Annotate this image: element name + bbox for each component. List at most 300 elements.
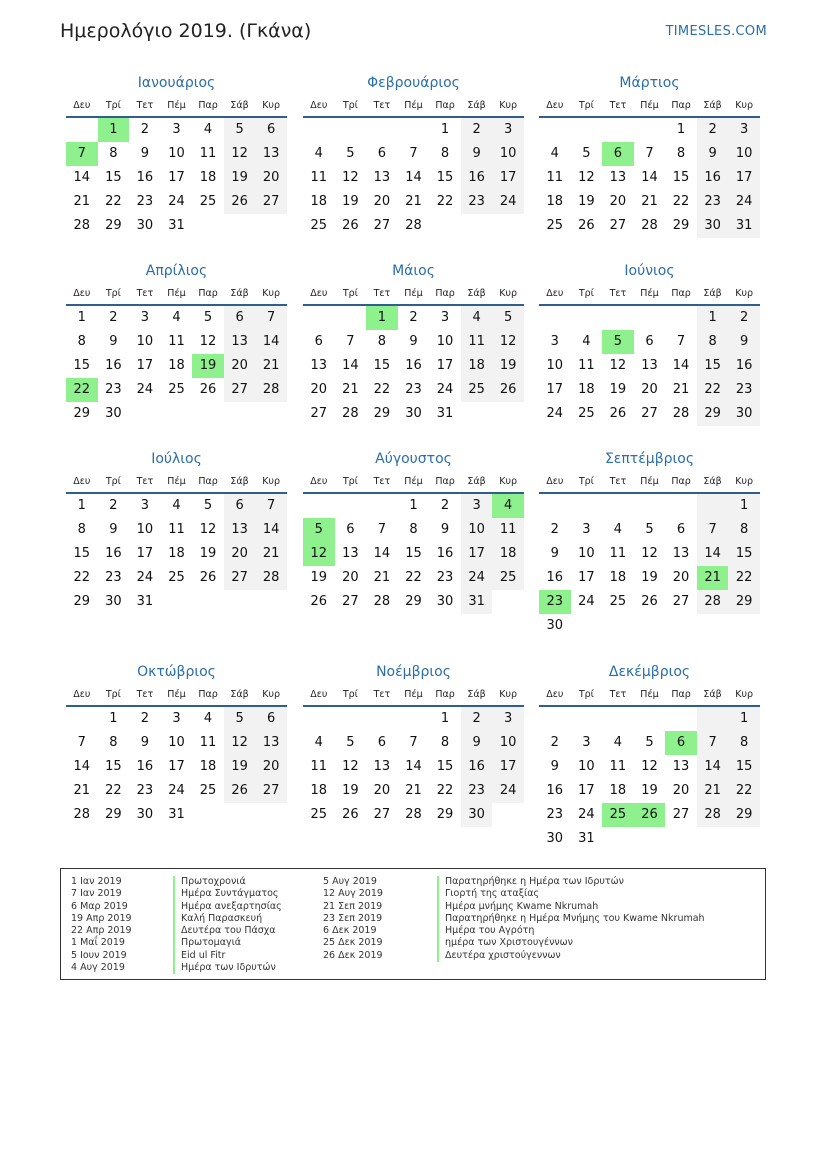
weekday-label: Κυρ: [735, 100, 754, 111]
day-cell: 22: [73, 570, 91, 585]
weekday-label: Κυρ: [262, 100, 281, 111]
day-cell: 12: [578, 170, 595, 185]
weekday-label: Τετ: [609, 689, 627, 700]
day-cell: 23: [461, 779, 493, 803]
day-cell: 25: [310, 807, 328, 822]
day-cell: 10: [578, 546, 595, 561]
day-cell: 17: [461, 542, 493, 566]
day-cell: 15: [697, 354, 729, 378]
day-cell: 20: [224, 542, 256, 566]
weekday-label: Δευ: [73, 288, 91, 299]
day-cell: 2: [461, 118, 493, 142]
day-cell: 1: [440, 711, 450, 726]
day-cell: 14: [405, 759, 422, 774]
weekday-label: Τετ: [373, 476, 391, 487]
weekday-label: Τετ: [373, 100, 391, 111]
day-cell: 25: [578, 406, 595, 421]
day-cell: 2: [697, 118, 729, 142]
legend-entry: Πρωτομαγιά: [173, 937, 282, 949]
day-cell: 11: [310, 759, 328, 774]
day-cell: 29: [436, 807, 454, 822]
day-cell: 18: [609, 570, 627, 585]
day-cell: 8: [77, 522, 86, 537]
day-grid: [66, 494, 287, 614]
day-cell: 4: [613, 735, 623, 750]
day-cell: 21: [405, 194, 422, 209]
day-cell: 30: [546, 618, 564, 633]
legend-entry: 12 Αυγ 2019: [323, 888, 383, 900]
day-cell: 8: [377, 334, 387, 349]
weekday-label: Δευ: [73, 689, 91, 700]
day-cell: 28: [405, 218, 422, 233]
weekday-label: Δευ: [310, 689, 328, 700]
day-cell: 5: [645, 522, 654, 537]
month-name: Ιούνιος: [624, 263, 675, 279]
day-cell: 23: [546, 807, 564, 822]
weekday-label: Παρ: [198, 288, 218, 299]
day-cell: 28: [672, 406, 690, 421]
day-cell: 8: [109, 146, 118, 161]
day-cell: 12: [492, 330, 524, 354]
day-cell: 30: [436, 594, 454, 609]
day-cell: 24: [168, 783, 185, 798]
legend-entry: Δευτέρα χριστούγεννων: [437, 950, 705, 962]
day-cell: 24: [546, 406, 564, 421]
day-cell: 9: [140, 146, 150, 161]
month-calendar: [66, 448, 287, 614]
day-cell: 26: [199, 382, 217, 397]
day-cell: 7: [77, 735, 86, 750]
day-cell: 4: [550, 146, 559, 161]
day-cell: 2: [440, 498, 450, 513]
day-cell: 28: [73, 218, 91, 233]
weekday-header: [303, 96, 524, 118]
day-cell: 2: [140, 711, 150, 726]
day-cell: 22: [105, 194, 122, 209]
day-cell: 6: [377, 146, 387, 161]
day-cell: 13: [255, 731, 287, 755]
day-cell: 15: [405, 546, 422, 561]
day-cell: 6: [255, 118, 287, 142]
weekday-label: Σάβ: [230, 288, 249, 299]
day-cell: 19: [342, 783, 359, 798]
day-cell: 24: [461, 566, 493, 590]
day-cell: 11: [492, 518, 524, 542]
day-cell: 10: [492, 142, 524, 166]
day-cell: 30: [697, 214, 729, 238]
weekday-label: Τρί: [105, 689, 121, 700]
day-cell: 11: [199, 735, 217, 750]
weekday-label: Δευ: [73, 100, 91, 111]
legend-entry: Παρατηρήθηκε η Ημέρα Μνήμης του Kwame Nkrumah: [437, 913, 705, 925]
day-cell: 12: [224, 142, 256, 166]
day-cell: 12: [342, 170, 359, 185]
day-cell: 29: [697, 402, 729, 426]
day-cell: 13: [224, 330, 256, 354]
day-cell: 31: [136, 594, 154, 609]
weekday-label: Παρ: [671, 288, 691, 299]
weekday-label: Παρ: [198, 100, 218, 111]
day-cell: 6: [645, 334, 654, 349]
month-name: Νοέμβριος: [376, 664, 451, 680]
day-cell: 3: [440, 310, 450, 325]
day-cell: 10: [136, 522, 154, 537]
weekday-label: Πέμ: [640, 288, 659, 299]
day-cell: 6: [255, 707, 287, 731]
day-cell: 26: [199, 570, 217, 585]
day-cell: 29: [672, 218, 690, 233]
month-calendar: [303, 72, 524, 238]
day-cell: 12: [641, 759, 658, 774]
day-cell: 1: [728, 494, 760, 518]
day-cell: 17: [168, 170, 185, 185]
day-cell: 16: [728, 354, 760, 378]
day-cell: 25: [310, 218, 328, 233]
day-cell: 21: [641, 194, 658, 209]
day-cell: 9: [550, 759, 559, 774]
day-cell: 13: [342, 546, 359, 561]
day-cell: 8: [697, 330, 729, 354]
day-cell: 14: [373, 546, 391, 561]
day-cell: 18: [310, 194, 328, 209]
day-cell: 23: [136, 783, 154, 798]
empty-cell: [634, 707, 666, 731]
weekday-label: Τρί: [105, 100, 121, 111]
day-cell: 29: [105, 807, 122, 822]
day-cell: 20: [373, 194, 391, 209]
legend-names-col1: [173, 876, 282, 974]
day-cell: 8: [440, 146, 450, 161]
legend-names-col2: [437, 876, 705, 962]
day-cell: 2: [550, 735, 559, 750]
day-cell: 9: [409, 334, 418, 349]
day-cell: 23: [461, 190, 493, 214]
day-cell: 10: [136, 334, 154, 349]
weekday-label: Πέμ: [167, 100, 186, 111]
weekday-label: Παρ: [435, 476, 455, 487]
weekday-label: Σάβ: [703, 100, 722, 111]
day-cell: 31: [436, 406, 454, 421]
day-cell: 17: [492, 755, 524, 779]
day-cell: 20: [373, 783, 391, 798]
day-cell: 24: [728, 190, 760, 214]
day-cell: 12: [224, 731, 256, 755]
weekday-label: Τετ: [136, 100, 154, 111]
empty-cell: [571, 306, 603, 330]
day-cell: 21: [405, 783, 422, 798]
day-cell: 30: [728, 402, 760, 426]
month-calendar: [303, 260, 524, 426]
weekday-label: Τρί: [342, 100, 358, 111]
day-cell: 22: [436, 783, 454, 798]
day-cell: 14: [697, 755, 729, 779]
day-cell: 17: [578, 783, 595, 798]
legend-entry: Παρατηρήθηκε η Ημέρα των Ιδρυτών: [437, 876, 705, 888]
empty-cell: [602, 118, 634, 142]
legend-entry: 25 Δεκ 2019: [323, 937, 383, 949]
weekday-label: Τετ: [136, 288, 154, 299]
weekday-label: Τρί: [578, 476, 594, 487]
day-cell: 19: [492, 354, 524, 378]
day-cell: 28: [255, 378, 287, 402]
day-cell: 4: [582, 334, 591, 349]
weekday-label: Πέμ: [640, 476, 659, 487]
day-cell: 15: [728, 755, 760, 779]
weekday-label: Κυρ: [735, 476, 754, 487]
holiday-day-cell: 26: [634, 803, 666, 827]
weekday-label: Παρ: [198, 476, 218, 487]
day-cell: 10: [168, 146, 185, 161]
month-name: Αύγουστος: [375, 451, 452, 467]
day-cell: 19: [224, 166, 256, 190]
day-cell: 25: [546, 218, 564, 233]
day-cell: 16: [405, 358, 422, 373]
empty-cell: [539, 306, 571, 330]
legend-entry: 5 Ιουν 2019: [71, 949, 127, 961]
day-cell: 3: [550, 334, 559, 349]
day-grid: [303, 306, 524, 426]
day-cell: 2: [728, 306, 760, 330]
day-cell: 9: [109, 522, 118, 537]
day-cell: 3: [172, 122, 181, 137]
day-cell: 13: [310, 358, 328, 373]
day-cell: 18: [310, 783, 328, 798]
day-cell: 8: [728, 518, 760, 542]
weekday-label: Τετ: [609, 288, 627, 299]
day-cell: 5: [346, 146, 355, 161]
day-cell: 16: [546, 570, 564, 585]
day-cell: 2: [550, 522, 559, 537]
weekday-label: Τρί: [342, 689, 358, 700]
month-name: Μάιος: [392, 263, 435, 279]
day-cell: 28: [342, 406, 359, 421]
day-cell: 13: [255, 142, 287, 166]
brand-link[interactable]: TIMESLES.COM: [665, 24, 767, 39]
day-cell: 11: [609, 759, 627, 774]
legend-entry: 22 Απρ 2019: [71, 925, 132, 937]
day-cell: 31: [728, 214, 760, 238]
day-grid: [66, 306, 287, 426]
day-cell: 13: [224, 518, 256, 542]
day-cell: 11: [168, 334, 185, 349]
day-cell: 9: [440, 522, 450, 537]
weekday-label: Δευ: [546, 100, 564, 111]
day-cell: 7: [346, 334, 355, 349]
day-cell: 22: [105, 783, 122, 798]
day-cell: 14: [73, 170, 91, 185]
day-cell: 25: [168, 382, 185, 397]
weekday-label: Πέμ: [404, 100, 423, 111]
day-cell: 6: [377, 735, 387, 750]
day-cell: 28: [641, 218, 658, 233]
day-cell: 5: [203, 310, 213, 325]
day-cell: 21: [255, 354, 287, 378]
month-calendar: [66, 72, 287, 238]
day-cell: 30: [546, 831, 564, 846]
day-cell: 11: [609, 546, 627, 561]
day-cell: 2: [409, 310, 418, 325]
legend-entry: 6 Μαρ 2019: [71, 900, 128, 912]
weekday-label: Παρ: [435, 100, 455, 111]
day-cell: 4: [314, 735, 323, 750]
weekday-label: Τρί: [342, 288, 358, 299]
day-cell: 3: [172, 711, 181, 726]
weekday-header: [539, 685, 760, 707]
month-calendar: [539, 72, 760, 238]
day-cell: 22: [405, 570, 422, 585]
day-cell: 29: [405, 594, 422, 609]
legend-entry: Δευτέρα του Πάσχα: [173, 925, 282, 937]
day-cell: 15: [105, 759, 122, 774]
day-cell: 23: [105, 570, 122, 585]
empty-cell: [335, 118, 367, 142]
empty-cell: [571, 707, 603, 731]
day-cell: 15: [436, 170, 454, 185]
weekday-label: Πέμ: [640, 689, 659, 700]
weekday-label: Σάβ: [230, 100, 249, 111]
day-grid: [303, 494, 524, 614]
day-cell: 28: [697, 590, 729, 614]
legend-entry: 19 Απρ 2019: [71, 912, 132, 924]
day-cell: 11: [199, 146, 217, 161]
weekday-header: [303, 472, 524, 494]
month-name: Απρίλιος: [145, 263, 208, 279]
day-cell: 23: [728, 378, 760, 402]
holiday-legend: [60, 868, 766, 980]
day-cell: 10: [436, 334, 454, 349]
day-cell: 31: [168, 218, 185, 233]
day-cell: 17: [436, 358, 454, 373]
day-cell: 23: [136, 194, 154, 209]
day-cell: 29: [728, 590, 760, 614]
empty-cell: [602, 306, 634, 330]
day-cell: 19: [609, 382, 627, 397]
empty-cell: [697, 494, 729, 518]
legend-entry: Ημέρα Συντάγματος: [173, 888, 282, 900]
day-cell: 7: [676, 334, 686, 349]
day-cell: 10: [546, 358, 564, 373]
day-cell: 24: [578, 594, 595, 609]
day-cell: 9: [550, 546, 559, 561]
day-cell: 1: [697, 306, 729, 330]
day-cell: 19: [641, 570, 658, 585]
day-cell: 30: [105, 594, 122, 609]
day-cell: 18: [578, 382, 595, 397]
day-cell: 14: [73, 759, 91, 774]
day-cell: 5: [645, 735, 654, 750]
day-cell: 15: [373, 358, 391, 373]
day-cell: 21: [73, 194, 91, 209]
day-cell: 27: [672, 807, 690, 822]
weekday-label: Σάβ: [703, 288, 722, 299]
day-cell: 22: [728, 566, 760, 590]
day-cell: 27: [609, 218, 627, 233]
day-cell: 24: [492, 190, 524, 214]
day-cell: 11: [168, 522, 185, 537]
day-cell: 24: [578, 807, 595, 822]
day-cell: 28: [697, 803, 729, 827]
empty-cell: [303, 707, 335, 731]
day-cell: 27: [373, 218, 391, 233]
holiday-day-cell: 1: [98, 118, 130, 142]
weekday-header: [303, 284, 524, 306]
day-cell: 10: [492, 731, 524, 755]
day-cell: 15: [436, 759, 454, 774]
day-cell: 26: [224, 190, 256, 214]
day-cell: 2: [109, 310, 118, 325]
weekday-label: Τετ: [373, 288, 391, 299]
weekday-header: [539, 472, 760, 494]
day-cell: 4: [203, 122, 213, 137]
day-cell: 8: [77, 334, 86, 349]
day-cell: 19: [578, 194, 595, 209]
day-cell: 16: [136, 759, 154, 774]
month-calendar: [66, 661, 287, 827]
month-calendar: [539, 661, 760, 851]
legend-entry: 5 Αυγ 2019: [323, 876, 377, 887]
weekday-label: Παρ: [671, 100, 691, 111]
legend-entry: Ημέρα ανεξαρτησίας: [173, 901, 282, 913]
day-cell: 10: [461, 518, 493, 542]
day-cell: 8: [109, 735, 118, 750]
legend-dates-col2: [323, 876, 383, 962]
day-cell: 3: [582, 522, 591, 537]
day-cell: 20: [641, 382, 658, 397]
holiday-day-cell: 23: [539, 590, 571, 614]
weekday-label: Τρί: [578, 288, 594, 299]
legend-entry: 6 Δεκ 2019: [323, 925, 377, 937]
empty-cell: [571, 494, 603, 518]
weekday-header: [66, 284, 287, 306]
month-calendar: [539, 448, 760, 638]
day-cell: 17: [136, 358, 154, 373]
weekday-label: Τρί: [105, 476, 121, 487]
day-cell: 6: [676, 522, 686, 537]
legend-entry: 7 Ιαν 2019: [71, 888, 122, 900]
weekday-label: Δευ: [546, 476, 564, 487]
weekday-label: Κυρ: [735, 689, 754, 700]
day-cell: 7: [255, 494, 287, 518]
day-grid: [539, 494, 760, 638]
weekday-label: Κυρ: [499, 689, 518, 700]
holiday-day-cell: 21: [697, 566, 729, 590]
day-cell: 22: [672, 194, 690, 209]
day-cell: 5: [224, 707, 256, 731]
day-cell: 27: [641, 406, 658, 421]
holiday-day-cell: 5: [303, 518, 335, 542]
day-cell: 1: [728, 707, 760, 731]
day-cell: 3: [492, 118, 524, 142]
day-cell: 17: [168, 759, 185, 774]
empty-cell: [398, 118, 430, 142]
day-cell: 2: [109, 498, 118, 513]
weekday-header: [539, 284, 760, 306]
legend-entry: Ημέρα μνήμης Kwame Nkrumah: [437, 901, 705, 913]
day-cell: 25: [199, 194, 217, 209]
day-cell: 12: [641, 546, 658, 561]
day-cell: 25: [492, 566, 524, 590]
day-cell: 7: [409, 735, 418, 750]
day-cell: 30: [461, 803, 493, 827]
day-cell: 26: [578, 218, 595, 233]
day-cell: 15: [105, 170, 122, 185]
day-cell: 7: [409, 146, 418, 161]
day-cell: 20: [609, 194, 627, 209]
day-cell: 3: [582, 735, 591, 750]
day-cell: 20: [672, 570, 690, 585]
legend-entry: ημέρα των Χριστουγέννων: [437, 937, 705, 949]
weekday-label: Σάβ: [230, 476, 249, 487]
